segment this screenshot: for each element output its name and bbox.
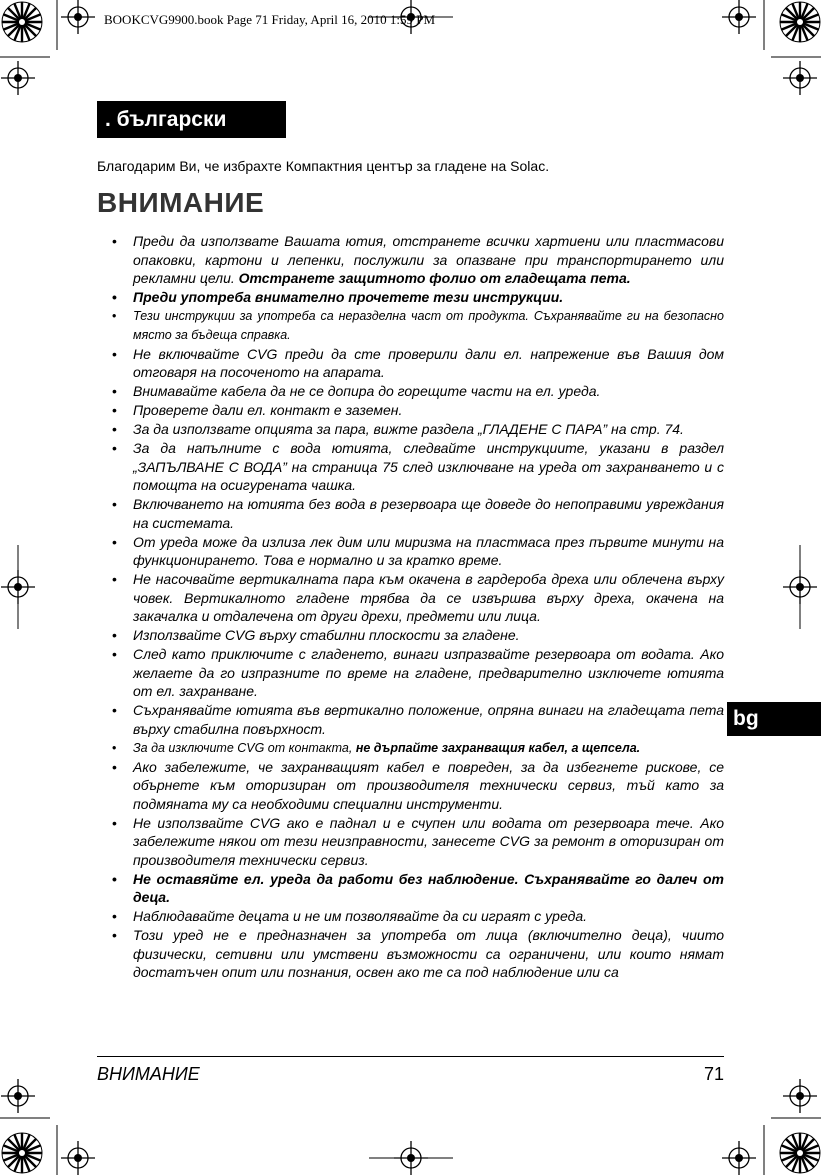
list-item: • Не включвайте CVG преди да сте проверили дали ел. напрежение във Вашия дом отговаря на посоченото на апарата.: [112, 345, 724, 380]
color-bar-icon: [2, 1133, 42, 1173]
list-item: • След като приключите с гладенето, винаги изпразвайте резервоара от водата. Ако желаете да го изпразните по време на гладене, предварително изключете ютията от ел. захранване.: [112, 646, 724, 699]
list-item-text: Използвайте CVG върху стабилни плоскости за гладене.: [133, 627, 520, 643]
list-item-text: Не използвайте CVG ако е паднал и е счупен или водата от резервоара тече. Ако забележите някои от тези неизправности, занесете CVG за ремонт в оторизиран от производителя технически сервиз.: [133, 814, 724, 868]
list-item: • Проверете дали ел. контакт е заземен.: [112, 402, 403, 418]
warnings-list: [112, 232, 724, 982]
list-item-text: Внимавайте кабела да не се допира до горещите части на ел. уреда.: [133, 383, 601, 399]
list-item: • Внимавайте кабела да не се допира до горещите части на ел. уреда.: [112, 383, 601, 399]
list-item-text: От уреда може да излиза лек дим или миризма на пластмаса през първите минути на функционирането. Това е нормално и за кратко време.: [133, 533, 724, 568]
color-bar-icon: [780, 1133, 820, 1173]
list-item-text: Съхранявайте ютията във вертикално положение, опряна винаги на гладещата пета върху стабилна повърхност.: [133, 702, 724, 737]
list-item: • Наблюдавайте децата и не им позволявайте да си играят с уреда.: [112, 908, 588, 924]
list-item-text: За да изключите CVG от контакта,: [133, 740, 356, 755]
list-item: • За да използвате опцията за пара, вижте раздела „ГЛАДЕНЕ С ПАРА” на стр. 74.: [112, 421, 684, 437]
list-item: • Този уред не е предназначен за употреба от лица (включително деца), чиито физически, сетивни или умствени възможности са ограничени, или които нямат достатъчен опит или познания, освен ако те са под наблюдение или са: [112, 927, 724, 980]
color-bar-icon: [2, 2, 42, 42]
language-label: . български: [97, 101, 286, 138]
print-info: BOOKCVG9900.book Page 71 Friday, April 16, 2010 1:59 PM: [104, 12, 436, 27]
list-item-text: Преди да използвате Вашата ютия, отстранете всички хартиени или пластмасови опаковки, картони и лепенки, послужили за опазване при транспортирането или рекламни цели.: [133, 233, 724, 286]
list-item: • Не използвайте CVG ако е паднал и е счупен или водата от резервоара тече. Ако забележите някои от тези неизправности, занесете CVG за ремонт в оторизиран от производителя технически сервиз.: [112, 814, 724, 868]
page-number: 71: [703, 1064, 724, 1084]
list-item-text: Преди употреба внимателно прочетете тези инструкции.: [133, 289, 564, 305]
list-item-text: За да използвате опцията за пара, вижте раздела „ГЛАДЕНЕ С ПАРА” на стр. 74.: [133, 421, 684, 437]
list-item-bold: Отстранете защитното фолио от гладещата пета.: [238, 270, 631, 286]
language-tab: bg: [727, 702, 821, 736]
list-item-text: Не включвайте CVG преди да сте проверили дали ел. напрежение във Вашия дом отговаря на посоченото на апарата.: [133, 345, 724, 380]
list-item: • Тези инструкции за употреба са неразделна част от продукта. Съхранявайте ги на безопасно място за бъдеща справка.: [112, 309, 724, 342]
list-item: • Не насочвайте вертикалната пара към окачена в гардероба дреха или облечена върху човек. Вертикалното гладене трябва да се извършва върху дреха, окачена на закачалка и отдалечена от други дрехи, предмети или лица.: [112, 571, 724, 624]
list-item: • Не оставяйте ел. уреда да работи без наблюдение. Съхранявайте го далеч от деца.: [112, 870, 724, 905]
list-item: • Включването на ютията без вода в резервоара ще доведе до непоправими увреждания на системата.: [112, 496, 724, 531]
list-item-text: За да напълните с вода ютията, следвайте инструкциите, указани в раздел „ЗАПЪЛВАНЕ С ВОДА” на страница 75 след изключване на уреда от захранването и с помощта на осигурената чашка.: [133, 440, 724, 493]
list-item-text: Не оставяйте ел. уреда да работи без наблюдение. Съхранявайте го далеч от деца.: [133, 870, 724, 905]
list-item-text: След като приключите с гладенето, винаги изпразвайте резервоара от водата. Ако желаете да го изпразните по време на гладене, предварително изключете ютията от ел. захранване.: [133, 646, 724, 699]
list-item: • Преди употреба внимателно прочетете тези инструкции.: [112, 289, 564, 305]
color-bar-icon: [780, 2, 820, 42]
list-item-text: Не насочвайте вертикалната пара към окачена в гардероба дреха или облечена върху човек. Вертикалното гладене трябва да се извършва върху дреха, окачена на закачалка и отдалечена от други дрехи, предмети или лица.: [133, 571, 724, 624]
list-item: • За да изключите CVG от контакта, не дърпайте захранващия кабел, а щепсела.: [112, 740, 641, 755]
list-item-text: Тези инструкции за употреба са неразделна част от продукта. Съхранявайте ги на безопасно място за бъдеща справка.: [133, 309, 724, 342]
list-item: • Ако забележите, че захранващият кабел е повреден, за да избегнете рискове, се обърнете към оторизиран от производителя технически сервиз, тъй като за подмяната му са необходими специални инструменти.: [112, 758, 724, 812]
list-item-text: Наблюдавайте децата и не им позволявайте да си играят с уреда.: [133, 908, 588, 924]
list-item-bold: не дърпайте захранващия кабел, а щепсела.: [355, 740, 641, 755]
list-item: • От уреда може да излиза лек дим или миризма на пластмаса през първите минути на функционирането. Това е нормално и за кратко време.: [112, 533, 724, 568]
footer-section-title: ВНИМАНИЕ: [97, 1064, 200, 1084]
list-item-text: Ако забележите, че захранващият кабел е повреден, за да избегнете рискове, се обърнете към оторизиран от производителя технически сервиз, тъй като за подмяната му са необходими специални инструменти.: [133, 758, 724, 812]
list-item-text: Включването на ютията без вода в резервоара ще доведе до непоправими увреждания на системата.: [133, 496, 724, 531]
list-item-text: Този уред не е предназначен за употреба от лица (включително деца), чиито физически, сетивни или умствени възможности са ограничени, или които нямат достатъчен опит или познания, освен ако те са под наблюдение или са: [133, 927, 724, 980]
list-item: • Преди да използвате Вашата ютия, отстранете всички хартиени или пластмасови опаковки, картони и лепенки, послужили за опазване при транспортирането или рекламни цели. Отстранете защитното фолио от гладещата пета.: [112, 233, 724, 286]
list-item-text: Проверете дали ел. контакт е заземен.: [133, 402, 403, 418]
footer-divider: [97, 1056, 724, 1057]
intro-text: Благодарим Ви, че избрахте Компактния център за гладене на Solac.: [97, 158, 550, 174]
page-title: ВНИМАНИЕ: [97, 187, 265, 218]
list-item: • Съхранявайте ютията във вертикално положение, опряна винаги на гладещата пета върху стабилна повърхност.: [112, 702, 724, 737]
list-item: • За да напълните с вода ютията, следвайте инструкциите, указани в раздел „ЗАПЪЛВАНЕ С ВОДА” на страница 75 след изключване на уреда от захранването и с помощта на осигурената чашка.: [112, 440, 724, 493]
list-item: • Използвайте CVG върху стабилни плоскости за гладене.: [112, 627, 520, 643]
